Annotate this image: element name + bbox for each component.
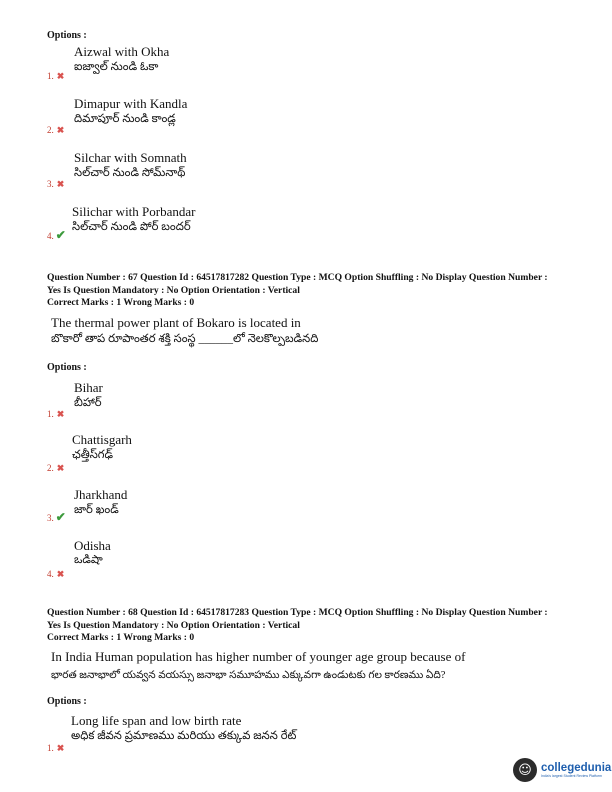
question-67-meta-line1: Question Number : 67 Question Id : 64517817282 Question Type : MCQ Option Shuffling : No Display Question Number : [47,272,548,283]
option-3-text-te: జార్ ఖండ్ [74,504,119,516]
wrong-icon: ✖ [56,743,65,753]
option-3-text-en: Silchar with Somnath [74,150,187,165]
wrong-icon: ✖ [56,179,65,189]
option-number: 4. [47,569,54,579]
logo-name: collegedunia [541,762,612,774]
option-1-text-en: Long life span and low birth rate [71,713,242,728]
option-3-text-en: Jharkhand [74,487,128,502]
question-68-meta [47,607,607,645]
option-3-marker [47,174,64,192]
wrong-icon: ✖ [56,463,65,473]
wrong-icon: ✖ [56,569,65,579]
option-4-text-en: Silichar with Porbandar [72,204,196,219]
option-1-marker [47,738,64,756]
option-3-text-te: సిల్‌చార్ నుండి సోమ్‌నాథ్ [74,167,186,179]
option-1-text-te: బీహార్ [74,397,102,409]
correct-icon: ✔ [55,510,66,524]
option-number: 3. [47,513,54,523]
question-67-meta-line2: Yes Is Question Mandatory : No Option Orientation : Vertical [47,284,300,296]
option-4-text-te: సిల్‌చార్ నుండి పోర్ బందర్ [72,221,191,233]
option-2-text-en: Dimapur with Kandla [74,96,188,111]
options-label: Options : [47,30,87,41]
question-67-marks: Correct Marks : 1 Wrong Marks : 0 [47,297,195,308]
option-number: 3. [47,179,54,189]
option-number: 1. [47,71,54,81]
question-68-meta-line1: Question Number : 68 Question Id : 64517817283 Question Type : MCQ Option Shuffling : No Display Question Number : [47,607,548,618]
option-number: 2. [47,125,54,135]
question-68-marks: Correct Marks : 1 Wrong Marks : 0 [47,632,195,643]
option-4-marker [47,564,64,582]
option-number: 2. [47,463,54,473]
wrong-icon: ✖ [56,125,65,135]
wrong-icon: ✖ [56,409,65,419]
question-67-meta [47,272,607,310]
wrong-icon: ✖ [56,71,65,81]
correct-icon: ✔ [55,228,66,242]
question-67-text-en: The thermal power plant of Bokaro is located in [51,315,301,330]
option-1-text-en: Bihar [74,380,103,395]
option-number: 1. [47,409,54,419]
collegedunia-logo [513,758,611,782]
option-2-text-te: ఛత్తీస్‌గఢ్ [72,449,114,461]
question-67-text-te: బొకారో తాప రూపాంతర శక్తి సంస్థ ______లో నెలకొల్పబడినది [51,333,319,345]
option-2-text-te: దిమాపూర్ నుండి కాండ్ల [74,113,176,125]
options-label: Options : [47,362,87,373]
option-1-marker [47,404,64,422]
question-68-meta-line2: Yes Is Question Mandatory : No Option Orientation : Vertical [47,619,300,631]
option-2-text-en: Chattisgarh [72,432,132,447]
option-number: 4. [47,231,54,241]
option-4-text-en: Odisha [74,538,111,553]
logo-tagline: India's largest Student Review Platform [541,774,602,778]
options-label: Options : [47,696,87,707]
option-number: 1. [47,743,54,753]
option-1-text-en: Aizwal with Okha [74,44,170,59]
option-2-marker [47,120,64,138]
mascot-icon: ☺ [513,758,537,782]
option-1-text-te: ఐజ్వాల్ నుండి ఓకా [74,61,159,73]
option-1-marker [47,66,64,84]
option-4-marker [47,226,66,244]
option-4-text-te: ఒడిషా [74,554,103,566]
question-68-text-en: In India Human population has higher number of younger age group because of [51,649,466,664]
question-68-text-te: భారత జనాభాలో యవ్వన వయస్సు జనాభా సమూహము ఎక్కువగా ఉండుటకు గల కారణము ఏది? [51,670,446,681]
option-2-marker [47,458,64,476]
option-3-marker [47,508,66,526]
option-1-text-te: అధిక జీవన ప్రమాణము మరియు తక్కువ జనన రేట్ [71,730,297,742]
